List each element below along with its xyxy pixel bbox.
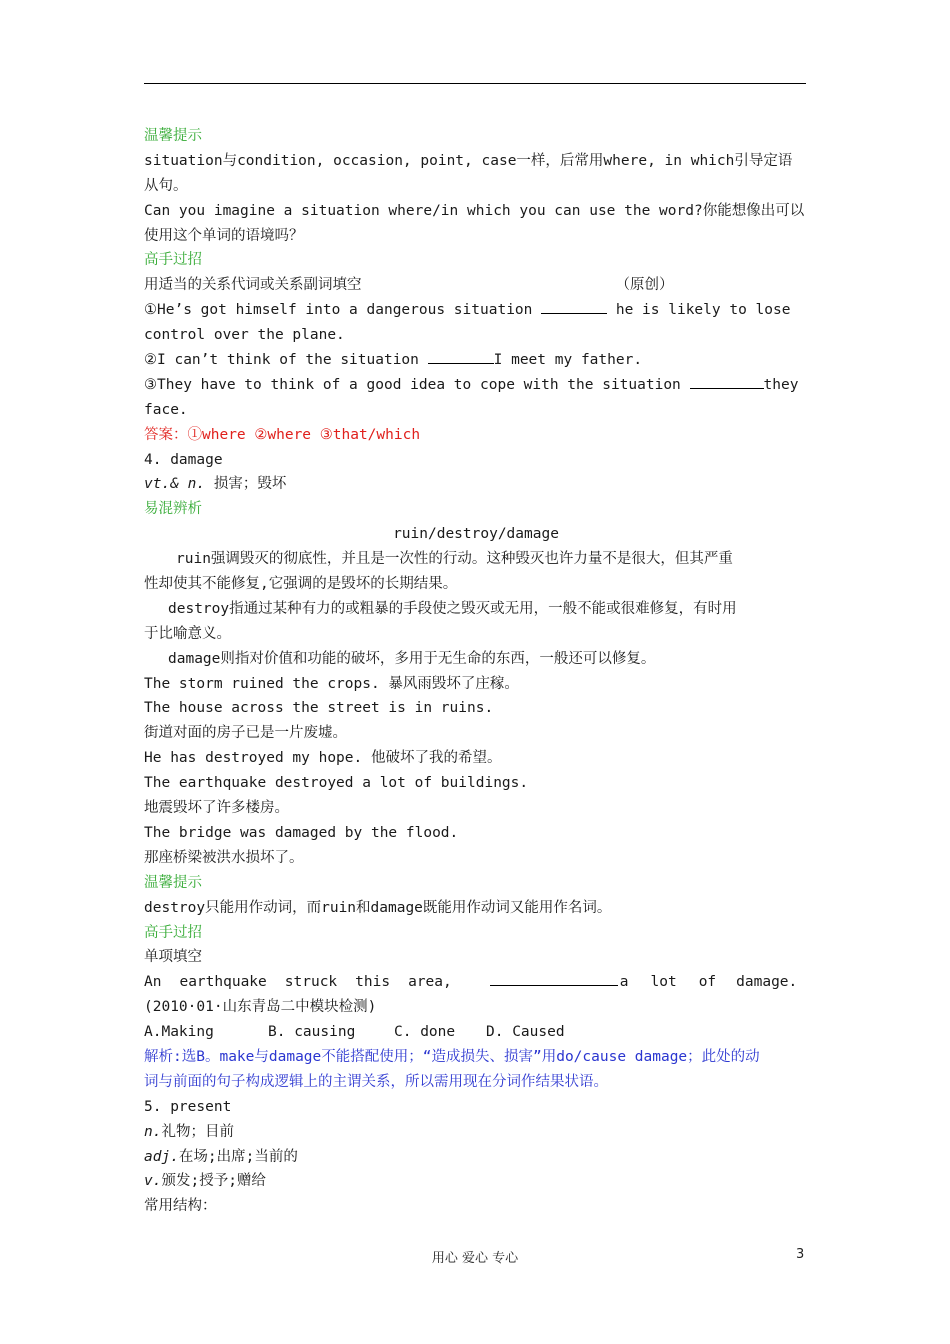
master-heading: 高手过招 [144,924,202,941]
paragraph: damage则指对价值和功能的破坏，多用于无生命的东西，一般还可以修复。 [168,650,656,667]
part-of-speech: adj. [144,1148,179,1165]
answer-blank [490,970,618,986]
common-structures-label: 常用结构： [144,1198,217,1215]
question-1 [144,298,808,323]
tip-text: Can you imagine a situation where/in which you can use the word?你能想像出可以 [144,202,805,219]
question-source: (2010·01·山东青岛二中模块检测) [144,999,377,1016]
question-word: earthquake [179,974,267,991]
word-definition [144,472,808,497]
question-word: damage. [736,974,798,991]
confusion-subtitle: ruin/destroy/damage [393,526,559,543]
paragraph: destroy指通过某种有力的或粗暴的手段使之毁灭或无用，一般不能或很难修复，有时用 [168,600,737,617]
tip-text: 从句。 [144,177,188,194]
question-word: a [619,974,629,991]
tip-heading: 温馨提示 [144,874,202,891]
question-word: this [355,974,391,991]
mcq-options [144,1020,808,1045]
tip-text: situation与condition, occasion, point, case一样，后常用where, in which引导定语 [144,152,793,169]
header-rule [144,83,806,84]
tip-heading: 温馨提示 [144,128,202,144]
word-meaning: 损害；毁坏 [213,476,287,493]
paragraph: 于比喻意义。 [144,625,231,642]
question-text: I meet my father. [493,352,643,369]
question-text: ②I can’t think of the situation [144,352,419,369]
paragraph: 性却使其不能修复,它强调的是毁坏的长期结果。 [144,576,458,593]
document-body [144,124,808,1219]
paragraph: ruin强调毁灭的彻底性，并且是一次性的行动。这种毁灭也许力量不是很大，但其严重 [176,551,733,568]
question-word: area, [408,974,452,991]
confusion-heading: 易混辨析 [144,501,202,518]
example: He has destroyed my hope. 他破坏了我的希望。 [144,750,502,767]
answer-line: 答案：①where ②where ③that/which [144,426,421,443]
part-of-speech: v. [144,1173,162,1190]
answer-blank [428,348,494,364]
footer-motto: 用心 爱心 专心 [431,1251,519,1266]
tip-text: 使用这个单词的语境吗？ [144,227,304,244]
question-2 [144,348,808,373]
word-definition [144,1169,808,1194]
question-word: of [698,974,717,991]
question-word: An [144,974,162,991]
question-text: ①He’s got himself into a dangerous situation [144,302,533,319]
question-word: lot [650,974,677,991]
option-a: A.Making [144,1024,214,1041]
example: The storm ruined the crops. 暴风雨毁坏了庄稼。 [144,675,519,692]
part-of-speech: vt.& n. [144,476,206,493]
tip-text: destroy只能用作动词，而ruin和damage既能用作动词又能用作名词。 [144,899,612,916]
question-1-cont: control over the plane. [144,327,345,344]
example-translation: 那座桥梁被洪水损坏了。 [144,849,304,866]
answer-blank [541,298,607,314]
question-text: he is likely to lose [615,302,791,319]
option-c: C. done [394,1024,456,1041]
word-meaning: 在场;出席;当前的 [178,1148,298,1165]
option-b: B. causing [268,1024,356,1041]
word-definition [144,1145,808,1170]
example: The earthquake destroyed a lot of buildings. [144,775,529,792]
mcq-question [144,970,808,995]
question-3 [144,373,808,398]
question-3-cont: face. [144,401,188,418]
question-word: struck [284,974,338,991]
instruction-text: 用适当的关系代词或关系副词填空 [144,277,362,294]
example: The house across the street is in ruins. [144,700,494,717]
word-meaning: 颁发;授予;赠给 [161,1173,266,1190]
word-title: 4. damage [144,451,223,468]
question-text: ③They have to think of a good idea to cope with the situation [144,376,681,393]
part-of-speech: n. [144,1123,162,1140]
answer-blank [690,373,764,389]
word-meaning: 礼物；目前 [161,1123,234,1140]
analysis: 词与前面的句子构成逻辑上的主谓关系，所以需用现在分词作结果状语。 [144,1073,608,1090]
exercise-instruction: 单项填空 [144,949,202,966]
master-heading: 高手过招 [144,252,202,269]
option-d: D. Caused [486,1024,565,1041]
exercise-instruction [144,273,808,298]
example: The bridge was damaged by the flood. [144,824,459,841]
page-number: 3 [796,1247,805,1262]
analysis: 解析:选B。make与damage不能搭配使用；“造成损失、损害”用do/cause damage；此处的动 [144,1048,760,1065]
example-translation: 街道对面的房子已是一片废墟。 [144,725,347,742]
source-note: （原创） [615,277,674,294]
example-translation: 地震毁坏了许多楼房。 [144,800,289,817]
question-text: they [763,376,799,393]
word-title: 5. present [144,1098,232,1115]
word-definition [144,1120,808,1145]
